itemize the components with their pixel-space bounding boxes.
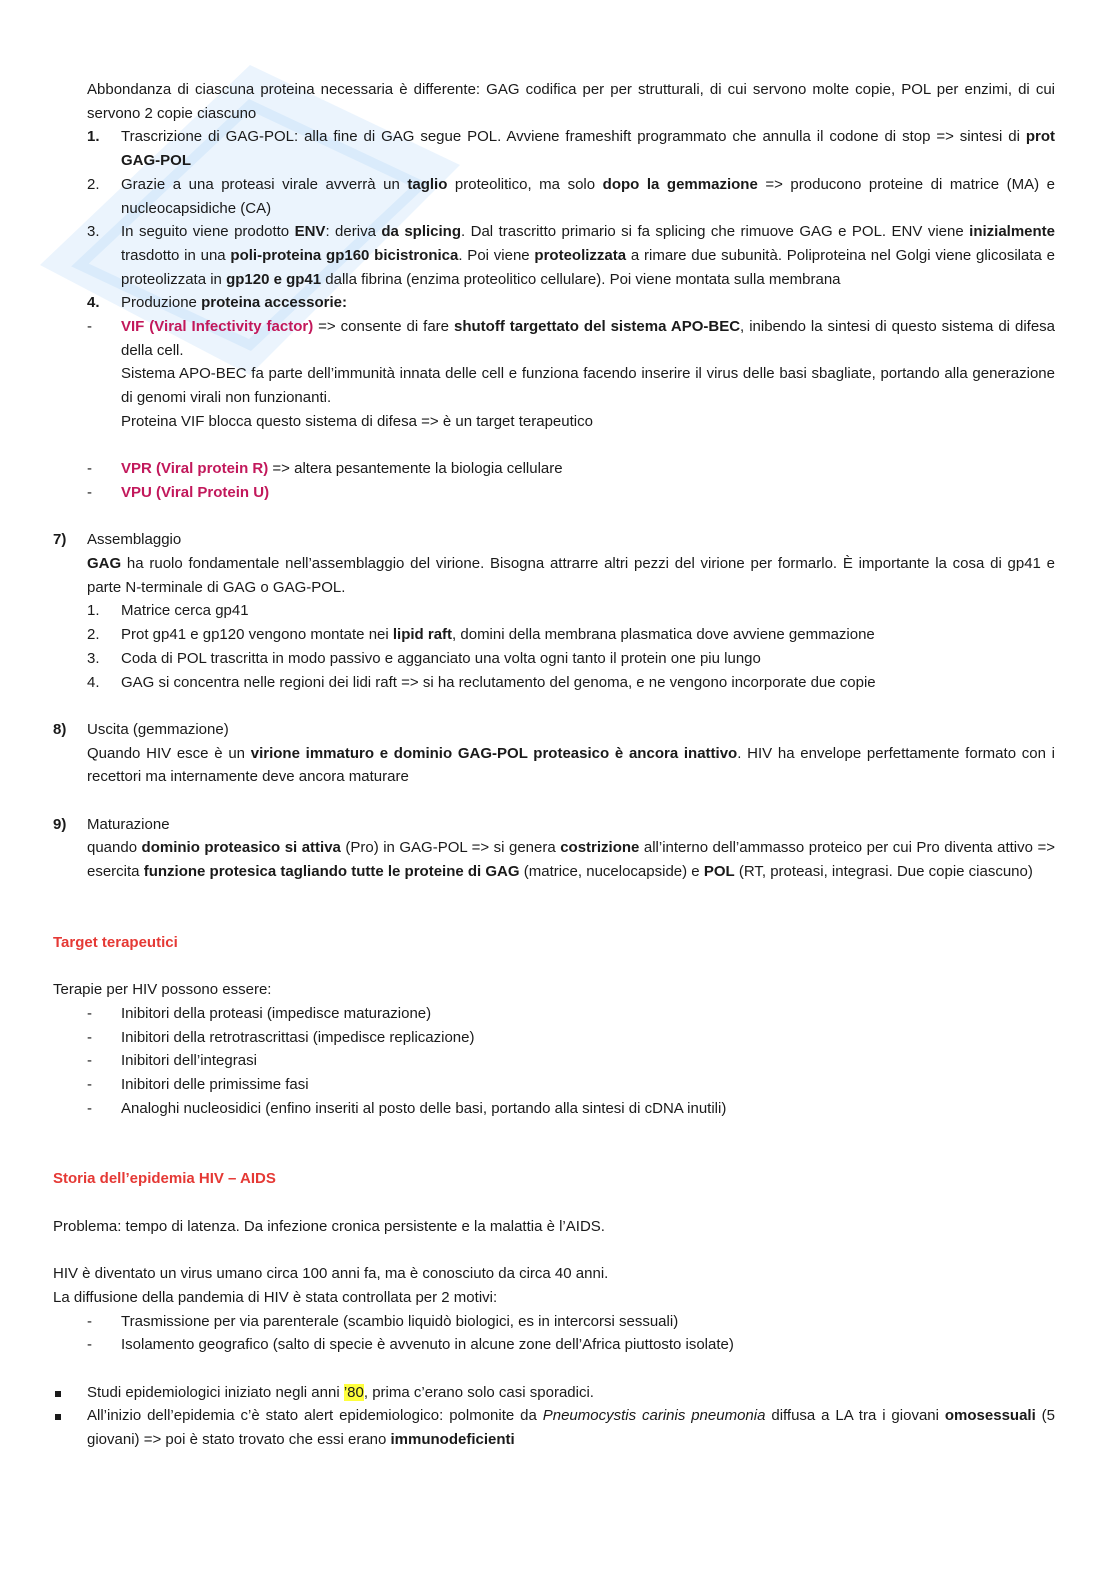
vpu-item [0, 481, 1116, 505]
step-item [0, 173, 1116, 220]
text-run: (RT, proteasi, integrasi. Due copie ciascuno) [734, 863, 1033, 881]
list-item-text [121, 1049, 1055, 1073]
vif-item [0, 315, 1116, 362]
list-marker: - [87, 1076, 92, 1094]
assembly-step [0, 647, 1116, 671]
text-run: , prima c’erano solo casi sporadici. [363, 1383, 594, 1401]
text-run: , inibendo la sintesi di questo sistema di difesa della cell. [121, 318, 1056, 359]
list-item-text [121, 173, 1055, 220]
bold-text: GAG [87, 555, 122, 573]
therapy-item [0, 1026, 1116, 1050]
bold-text: prot GAG-POL [121, 128, 1055, 170]
text-run: GAG si concentra nelle regioni dei lidi raft => si ha reclutamento del genoma, e ne vengono incorporate due copie [121, 673, 876, 691]
list-marker: - [87, 1312, 92, 1330]
storia-p2: HIV è diventato un virus umano circa 100 anni fa, ma è conosciuto da circa 40 anni. [53, 1265, 609, 1283]
text-run: quando [87, 839, 142, 857]
bullet-text [87, 1381, 1055, 1405]
storia-heading: Storia dell’epidemia HIV – AIDS [53, 1170, 276, 1188]
storia-p3: La diffusione della pandemia di HIV è stata controllata per 2 motivi: [53, 1288, 498, 1306]
list-item-text [121, 623, 1055, 647]
bold-text: costrizione [560, 839, 640, 857]
list-item-text [121, 1073, 1055, 1097]
therapy-item [0, 1049, 1116, 1073]
list-item-text [121, 671, 1055, 695]
text-run: Trascrizione di GAG-POL: alla fine di GAG segue POL. Avviene frameshift programmato che annulla il codone di stop => sintesi di [121, 128, 1026, 146]
bold-text: da splicing [381, 223, 462, 241]
text-run: Produzione [121, 294, 202, 312]
storia-p1: Problema: tempo di latenza. Da infezione cronica persistente e la malattia è l’AIDS. [53, 1217, 605, 1235]
section-8-body [0, 742, 1116, 789]
list-marker: 1. [87, 602, 100, 620]
highlighted-text: ’80 [343, 1383, 364, 1401]
document-page [0, 78, 1116, 1452]
bullet-text [87, 1404, 1055, 1451]
section-marker: 8) [53, 720, 67, 738]
text-run: Inibitori delle primissime fasi [121, 1076, 309, 1094]
text-run: Analoghi nucleosidici (enfino inseriti al posto delle basi, portando alla sintesi di cDNA inutili) [121, 1099, 727, 1117]
bold-text: taglio [407, 175, 448, 193]
list-marker: - [87, 1052, 92, 1070]
list-item-text [121, 1333, 1055, 1357]
section-9-heading [0, 813, 1116, 837]
section-marker: 9) [53, 815, 67, 833]
list-item-text [121, 1002, 1055, 1026]
list-item-text [121, 125, 1055, 172]
list-item-text [121, 1310, 1055, 1334]
bold-text: funzione protesica tagliando tutte le proteine di GAG [143, 863, 520, 881]
section-title: Assemblaggio [87, 531, 182, 549]
text-run: Inibitori della proteasi (impedisce maturazione) [121, 1004, 432, 1022]
protein-name: VPR (Viral protein R) [121, 460, 269, 478]
list-marker: 3. [87, 223, 100, 241]
assembly-step [0, 599, 1116, 623]
text-run: => altera pesantemente la biologia cellulare [268, 460, 563, 478]
list-marker: 2. [87, 175, 100, 193]
bold-text: lipid raft [392, 626, 453, 644]
list-marker: - [87, 1004, 92, 1022]
step-item [0, 220, 1116, 291]
therapy-item [0, 1073, 1116, 1097]
reason-item [0, 1310, 1116, 1334]
list-item-text [121, 220, 1055, 291]
text-run: (matrice, nucelocapside) e [519, 863, 704, 881]
vpu-text [121, 481, 1055, 505]
bold-text: ENV [294, 223, 326, 241]
target-list [0, 1002, 1116, 1121]
text-run: . Poi viene [458, 246, 535, 264]
text-run: Quando HIV esce è un [87, 744, 251, 762]
section-8-heading [0, 718, 1116, 742]
section-7-heading [0, 528, 1116, 552]
storia-bullets [0, 1381, 1116, 1452]
section-9-body [0, 836, 1116, 883]
bold-text: dominio proteasico si attiva [141, 839, 341, 857]
vpr-item [0, 457, 1116, 481]
text-run: Inibitori della retrotrascrittasi (impedisce replicazione) [121, 1028, 475, 1046]
section-marker: 7) [53, 531, 67, 549]
bold-text: dopo la gemmazione [602, 175, 758, 193]
bold-text: poli-proteina gp160 bicistronica [230, 246, 459, 264]
text-run: In seguito viene prodotto [121, 223, 295, 241]
text-run: => consente di fare [313, 318, 454, 336]
list-marker: - [87, 1028, 92, 1046]
text-run: (5 giovani) => poi è stato trovato che essi erano [87, 1407, 1055, 1449]
storia-list [0, 1310, 1116, 1357]
protein-name: VIF (Viral Infectivity factor) [121, 318, 314, 336]
text-run: : deriva [325, 223, 382, 241]
bold-text: proteina accessorie: [201, 294, 347, 312]
list-item-text [121, 291, 1055, 315]
list-item-text [121, 1097, 1055, 1121]
step-item [0, 291, 1116, 315]
section-title: Maturazione [87, 815, 170, 833]
text-run: Grazie a una proteasi virale avverrà un [121, 175, 408, 193]
text-run: => producono proteine di matrice (MA) e nucleocapsidiche (CA) [121, 175, 1055, 217]
bold-text: virione immaturo e dominio GAG-POL proteasico è ancora inattivo [250, 744, 738, 762]
assembly-step [0, 671, 1116, 695]
text-run: all’interno dell’ammasso proteico per cui Pro diventa attivo => esercita [87, 839, 1055, 881]
text-run: dalla fibrina (enzima proteolitico cellulare). Poi viene montata sulla membrana [321, 270, 841, 288]
italic-text: Pneumocystis carinis pneumonia [542, 1407, 766, 1425]
list-marker: 4. [87, 294, 100, 312]
text-run: Studi epidemiologici iniziato negli anni [87, 1383, 344, 1401]
list-item-text [121, 647, 1055, 671]
bold-text: POL [703, 863, 735, 881]
text-run: Trasmissione per via parenterale (scambio liquidò biologici, es in intercorsi sessuali) [121, 1312, 679, 1330]
section-title: Uscita (gemmazione) [87, 720, 229, 738]
square-bullet-icon [53, 1381, 87, 1405]
square-bullet-icon [53, 1404, 87, 1451]
list-marker: 4. [87, 673, 100, 691]
assembly-step [0, 623, 1116, 647]
text-run: Inibitori dell’integrasi [121, 1052, 257, 1070]
bold-text: shutoff targettato del sistema APO-BEC [454, 318, 741, 336]
text-run: , domini della membrana plasmatica dove avviene gemmazione [452, 626, 875, 644]
bold-text: gp120 e gp41 [226, 270, 322, 288]
text-run: Isolamento geografico (salto di specie è avvenuto in alcune zone dell’Africa piuttosto isolate) [121, 1336, 734, 1354]
list-marker: - [87, 318, 92, 336]
vif-target-paragraph: Proteina VIF blocca questo sistema di difesa => è un target terapeutico [121, 412, 593, 430]
text-run: . Dal trascritto primario si fa splicing che rimuove GAG e POL. ENV viene [461, 223, 970, 241]
bullet-item [0, 1404, 1116, 1451]
text-run: diffusa a LA tra i giovani [765, 1407, 945, 1425]
text-run: All’inizio dell’epidemia c’è stato alert epidemiologico: polmonite da [87, 1407, 543, 1425]
text-run: Coda di POL trascritta in modo passivo e agganciato una volta ogni tanto il protein one piu lungo [121, 649, 761, 667]
list-item-text [121, 599, 1055, 623]
list-marker: - [87, 483, 92, 501]
step-item [0, 125, 1116, 172]
text-run: ha ruolo fondamentale nell’assemblaggio del virione. Bisogna attrarre altri pezzi del virione per formarlo. È importante la cosa di gp41 e parte N-terminale di GAG o GAG-POL. [87, 555, 1055, 596]
text-run: . HIV ha envelope perfettamente formato con i recettori ma internamente deve ancora maturare [87, 744, 1056, 786]
bold-text: proteolizzata [534, 246, 627, 264]
therapy-item [0, 1097, 1116, 1121]
text-run: Prot gp41 e gp120 vengono montate nei [121, 626, 393, 644]
intro-paragraph: Abbondanza di ciascuna proteina necessaria è differente: GAG codifica per per strutturali, di cui servono molte copie, POL per enzimi, di cui servono 2 copie ciascuno [87, 81, 1055, 122]
text-run: trasdotto in una [121, 246, 231, 264]
list-marker: 3. [87, 649, 100, 667]
vpr-text [121, 457, 1055, 481]
section-7-list [0, 599, 1116, 694]
therapy-item [0, 1002, 1116, 1026]
bullet-item [0, 1381, 1116, 1405]
protein-name: VPU (Viral Protein U) [121, 483, 270, 501]
bold-text: omosessuali [944, 1407, 1036, 1425]
list-marker: - [87, 460, 92, 478]
text-run: a rimare due subunità. Poliproteina nel Golgi viene glicosilata e proteolizzata in [121, 246, 1055, 288]
target-heading: Target terapeutici [53, 933, 178, 951]
list-marker: 1. [87, 128, 100, 146]
text-run: (Pro) in GAG-POL => si genera [340, 839, 561, 857]
reason-item [0, 1333, 1116, 1357]
list-marker: 2. [87, 626, 100, 644]
steps-list [0, 125, 1116, 315]
bold-text: immunodeficienti [390, 1431, 515, 1449]
list-marker: - [87, 1099, 92, 1117]
vif-text [121, 315, 1055, 362]
bold-text: inizialmente [969, 223, 1056, 241]
apobec-paragraph: Sistema APO-BEC fa parte dell’immunità innata delle cell e funziona facendo inserire il virus delle basi sbagliate, portando alla generazione di genomi virali non funzionanti. [121, 365, 1055, 407]
list-item-text [121, 1026, 1055, 1050]
target-intro: Terapie per HIV possono essere: [53, 981, 272, 999]
text-run: Matrice cerca gp41 [121, 602, 249, 620]
section-7-body [0, 552, 1116, 599]
text-run: proteolitico, ma solo [447, 175, 603, 193]
list-marker: - [87, 1336, 92, 1354]
